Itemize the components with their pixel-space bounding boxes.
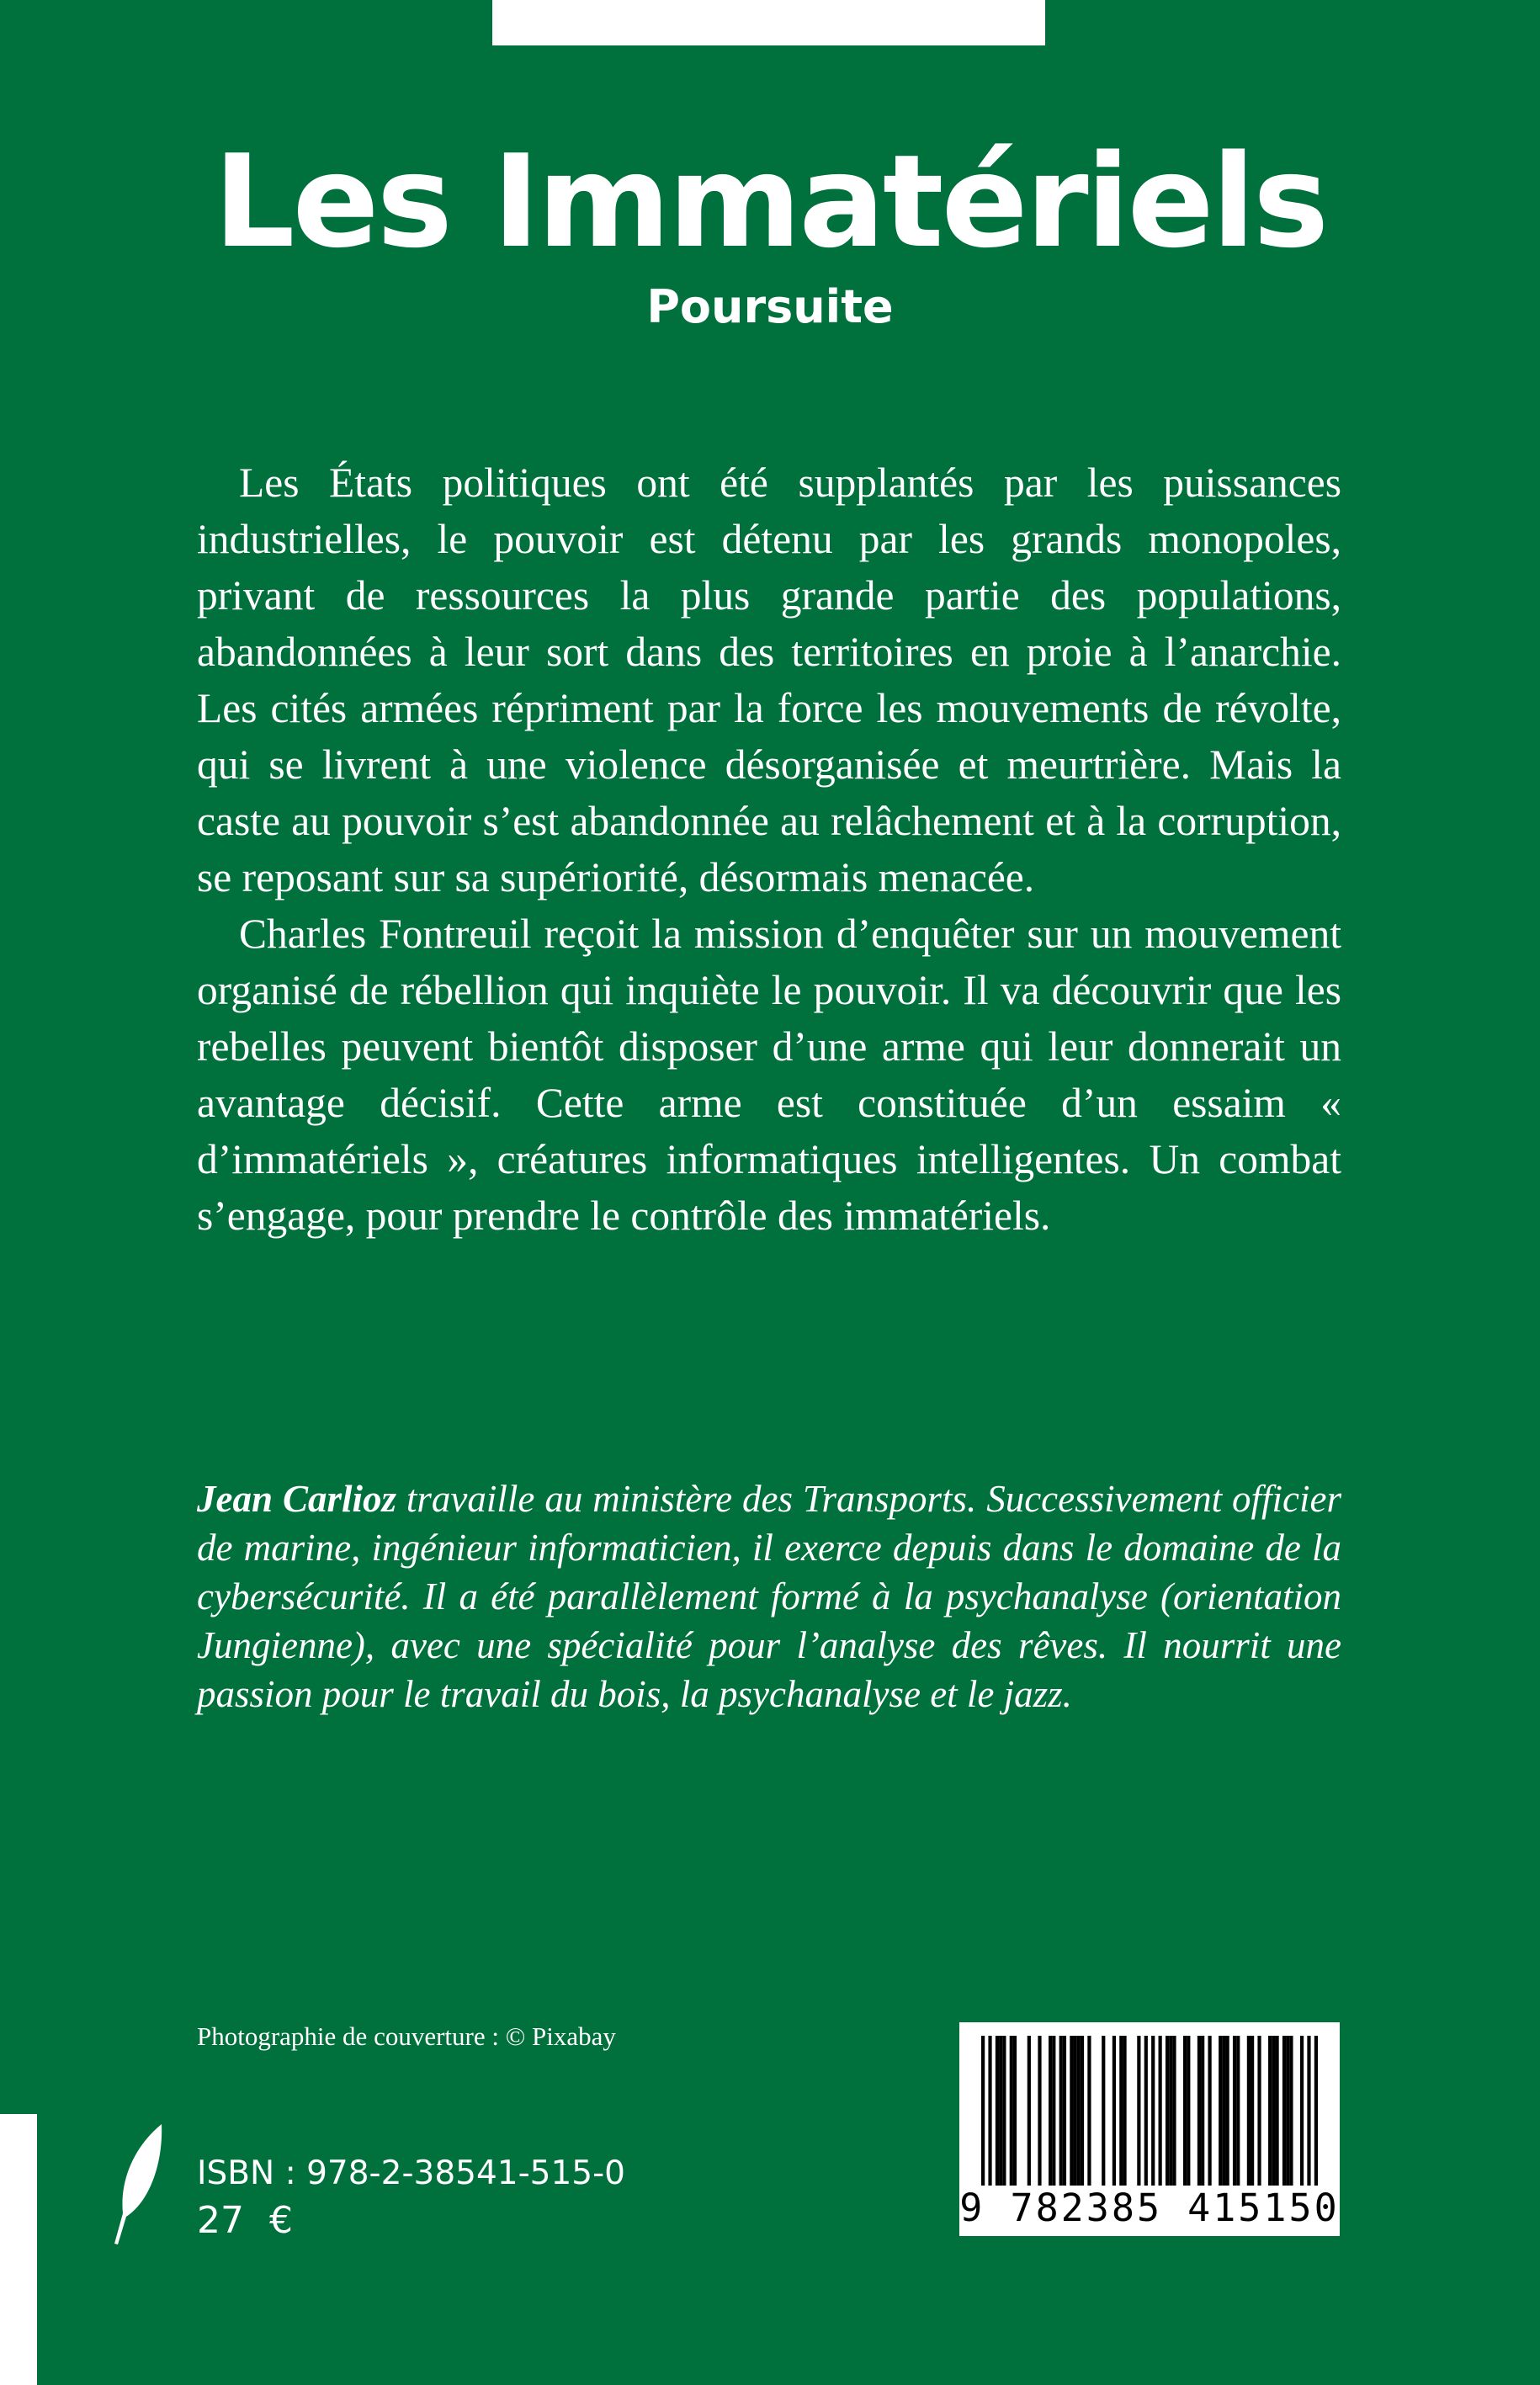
top-white-tab (492, 0, 1045, 45)
author-bio (197, 1474, 1341, 1718)
barcode-bar (1169, 2036, 1172, 2186)
barcode-bar (1087, 2036, 1091, 2186)
barcode-bar (1208, 2036, 1211, 2186)
barcode-bar (1183, 2036, 1187, 2186)
barcode-bar (1201, 2036, 1204, 2186)
author-bio-text: travaille au ministère des Transports. Successivement officier de marine, ingénieur informaticien, il exerce depuis dans le domaine de la cybersécurité. Il a été parallèlement formé à la psychanalyse (orientation Jungienne), avec une spécialité pour l’analyse des rêves. Il nourrit une passion pour le travail du bois, la psychanalyse et le jazz. (197, 1478, 1341, 1715)
barcode-bar (1059, 2036, 1063, 2186)
barcode-bar (981, 2036, 985, 2186)
synopsis-paragraph: Charles Fontreuil reçoit la mission d’enquêter sur un mouvement organisé de rébellion qui inquiète le pouvoir. Il va découvrir que les rebelles peuvent bientôt disposer d’une arme qui leur donnerait un avantage décisif. Cette arme est constituée d’un essaim « d’immatériels », créatures informatiques intelligentes. Un combat s’engage, pour prendre le contrôle des immatériels. (197, 911, 1341, 1239)
barcode-bar (1187, 2036, 1190, 2186)
barcode-bar (1013, 2036, 1017, 2186)
barcode-bar (1251, 2036, 1254, 2186)
barcode-digits: 9 782385 415150 (959, 2186, 1340, 2230)
spine-edge-strip (0, 2114, 37, 2385)
synopsis (197, 454, 1341, 1244)
barcode-bar (1002, 2036, 1006, 2186)
barcode-bar (1275, 2036, 1278, 2186)
barcode-bar (1081, 2036, 1084, 2186)
barcode-bar (1144, 2036, 1148, 2186)
book-title: Les Immatériels (213, 127, 1327, 276)
barcode-bar (988, 2036, 991, 2186)
barcode-bar (1151, 2036, 1155, 2186)
barcode-bar (1236, 2036, 1240, 2186)
barcode-bar (1137, 2036, 1140, 2186)
photo-credit: Photographie de couverture : © Pixabay (197, 2021, 616, 2051)
barcode-bar (999, 2036, 1002, 2186)
barcode-bar (1314, 2036, 1318, 2186)
barcode-bars (981, 2036, 1318, 2186)
barcode-bar (996, 2036, 999, 2186)
barcode-bar (1113, 2036, 1116, 2186)
barcode-bar (1077, 2036, 1081, 2186)
barcode-bar (1102, 2036, 1105, 2186)
barcode-bar (1272, 2036, 1275, 2186)
barcode-bar (1268, 2036, 1272, 2186)
barcode-bar (1282, 2036, 1286, 2186)
barcode (959, 2022, 1340, 2236)
barcode-bar (1070, 2036, 1073, 2186)
barcode-bar (1159, 2036, 1162, 2186)
author-name: Jean Carlioz (197, 1478, 396, 1520)
barcode-bar (1119, 2036, 1123, 2186)
barcode-bar (1226, 2036, 1229, 2186)
barcode-bar (1233, 2036, 1236, 2186)
barcode-bar (1028, 2036, 1031, 2186)
barcode-bar (1010, 2036, 1013, 2186)
barcode-bar (1166, 2036, 1169, 2186)
barcode-bar (1247, 2036, 1251, 2186)
barcode-bar (1257, 2036, 1261, 2186)
barcode-bar (1049, 2036, 1052, 2186)
synopsis-paragraph: Les États politiques ont été supplantés par les puissances industrielles, le pouvoir est détenu par les grands monopoles, privant de ressources la plus grande partie des populations, abandonnées à leur sort dans des territoires en proie à l’anarchie. Les cités armées répriment par la force les mouvements de révolte, qui se livrent à une violence désorganisée et meurtrière. Mais la caste au pouvoir s’est abandonnée au relâchement et à la corruption, se reposant sur sa supériorité, désormais menacée. (197, 459, 1341, 900)
feather-logo-icon (109, 2121, 168, 2247)
barcode-bar (1300, 2036, 1304, 2186)
price: 27 € (197, 2199, 293, 2242)
barcode-bar (1073, 2036, 1076, 2186)
book-subtitle: Poursuite (646, 280, 894, 333)
barcode-bar (1063, 2036, 1066, 2186)
barcode-bar (1038, 2036, 1041, 2186)
barcode-bar (1222, 2036, 1225, 2186)
barcode-bar (1289, 2036, 1293, 2186)
barcode-bar (1307, 2036, 1310, 2186)
barcode-bar (1123, 2036, 1126, 2186)
barcode-bar (1172, 2036, 1176, 2186)
barcode-bar (1219, 2036, 1222, 2186)
barcode-bar (1052, 2036, 1055, 2186)
barcode-bar (1286, 2036, 1289, 2186)
isbn: ISBN : 978-2-38541-515-0 (197, 2154, 625, 2192)
barcode-bar (1197, 2036, 1201, 2186)
